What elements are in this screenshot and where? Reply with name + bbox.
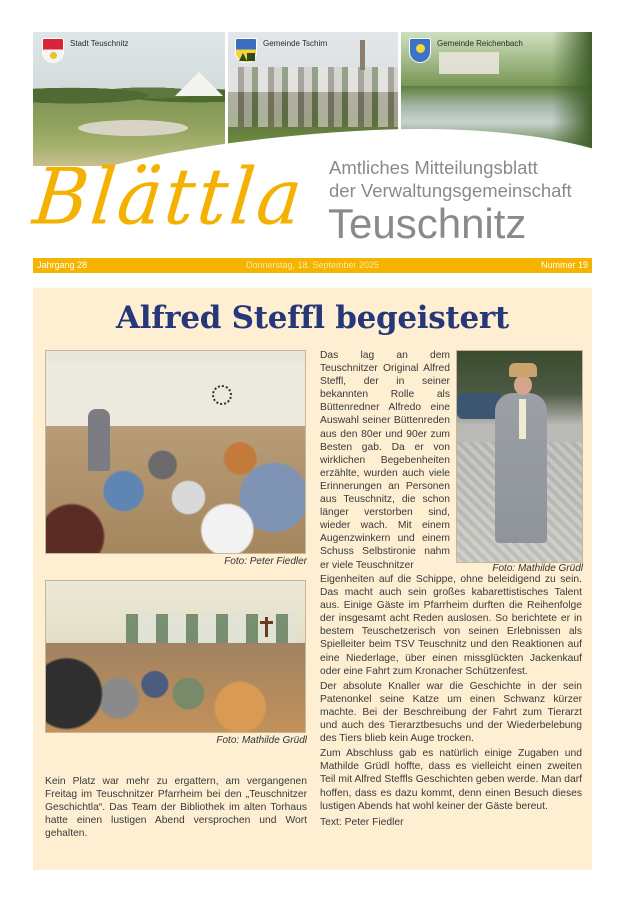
issue-volume: Jahrgang 28 — [37, 260, 88, 270]
wall-clock — [212, 385, 232, 405]
article-photo-hall-speaker — [45, 350, 306, 554]
issue-number: Nummer 19 — [540, 260, 588, 270]
pavilion-tent — [175, 72, 223, 96]
church-steeple — [360, 40, 365, 70]
photo-caption-3: Foto: Mathilde Grüdl — [492, 563, 583, 574]
header-photo-banner — [33, 32, 592, 166]
article-title: Alfred Steffl begeistert — [116, 300, 509, 336]
masthead-brand: Blättla — [29, 151, 310, 243]
article-paragraph: Zum Abschluss gab es natürlich einige Zugaben und Mathilde Grüdl hoffte, dass es vielleicht einen zweiten Teil mit Alfred Steffls Geschichten geben werde. Man darf hoffen, dass es dazu kommt, denn einen Besuch dieses lustigen Abends hat wohl keiner der Gäste bereut. — [320, 748, 582, 812]
article-paragraph: Eigenheiten auf die Schippe, ohne beleidigend zu sein. Das macht auch sein großes kabarettistisches Talent aus. Einige Gäste im Pfarrheim durften die Reihenfolge der insgesamt acht Reden auslosen. So berichtete er in bestem Teuschetzerisch von seinen Erlebnissen als Spielleiter beim TSV Teuschnitz und den Reaktionen auf eine Niederlage, über einen missglückten Jackenkauf oder eine Fahrt zum Kronacher Schützenfest. — [320, 574, 582, 677]
photo-label-reichenbach: Gemeinde Reichenbach — [437, 39, 523, 48]
article-paragraph: Das lag an dem Teuschnitzer Original Alfred Steffl, der in seiner bekannten Rolle als Büttenredner Alfredo eine Auswahl seiner Büttenreden aus den 80er und 90er zum Besten gab. Da er von wirklichen Begebenheiten erzählte, wurden auch viele Erinnerungen an Personen aus Teuschnitz, die schon länger verstorben sind, wieder wach. Mit einem Augenzwinkern und einem Schuss Selbstironie nahm er viele Teuschnitzer — [320, 350, 450, 571]
reichenbach-crest-icon — [409, 38, 431, 63]
article-intro — [45, 775, 307, 842]
masthead-subtitle-line2: der Verwaltungsgemeinschaft — [329, 180, 572, 201]
crucifix — [265, 617, 268, 637]
issue-info-bar — [33, 258, 592, 273]
masthead-subtitle-town: Teuschnitz — [328, 200, 527, 247]
photo-label-tschirn: Gemeinde Tschirn — [263, 39, 328, 48]
article-column-wide — [320, 573, 582, 831]
speaker-figure — [88, 409, 110, 471]
article-intro-paragraph: Kein Platz war mehr zu ergattern, am vergangenen Freitag im Teuschnitzer Pfarrheim bei den „Teuschnitzer Geschichtla“. Das Team der Bibliothek im alten Torhaus hatte einen lustigen Abend versprochen und Wort gehalten. — [45, 776, 307, 840]
article-photo-full-hall — [45, 580, 306, 733]
photo-label-teuschnitz: Stadt Teuschnitz — [70, 39, 129, 48]
issue-date: Donnerstag, 18. September 2025 — [245, 260, 380, 270]
photo-caption-2: Foto: Mathilde Grüdl — [216, 735, 307, 746]
masthead-subtitle-line1: Amtliches Mitteilungsblatt — [329, 157, 538, 178]
teuschnitz-crest-icon — [42, 38, 64, 63]
photo-teuschnitz — [33, 32, 225, 166]
article-paragraph: Der absolute Knaller war die Geschichte in der sein Patenonkel seine Katze um einen Schwanz kürzer machte. Bei der Beschreibung der Fahrt zum Tierarzt und auch des Tierarztbesuchs und der Wiederbelebung des Tiers blieb kein Auge trocken. — [320, 680, 582, 745]
straw-hat — [509, 363, 537, 377]
photo-caption-1: Foto: Peter Fiedler — [224, 556, 307, 567]
article-column-narrow — [320, 349, 450, 574]
article-box — [33, 288, 592, 870]
article-author: Text: Peter Fiedler — [320, 816, 404, 828]
article-photo-portrait — [456, 350, 583, 563]
tschirn-crest-icon — [235, 38, 257, 63]
